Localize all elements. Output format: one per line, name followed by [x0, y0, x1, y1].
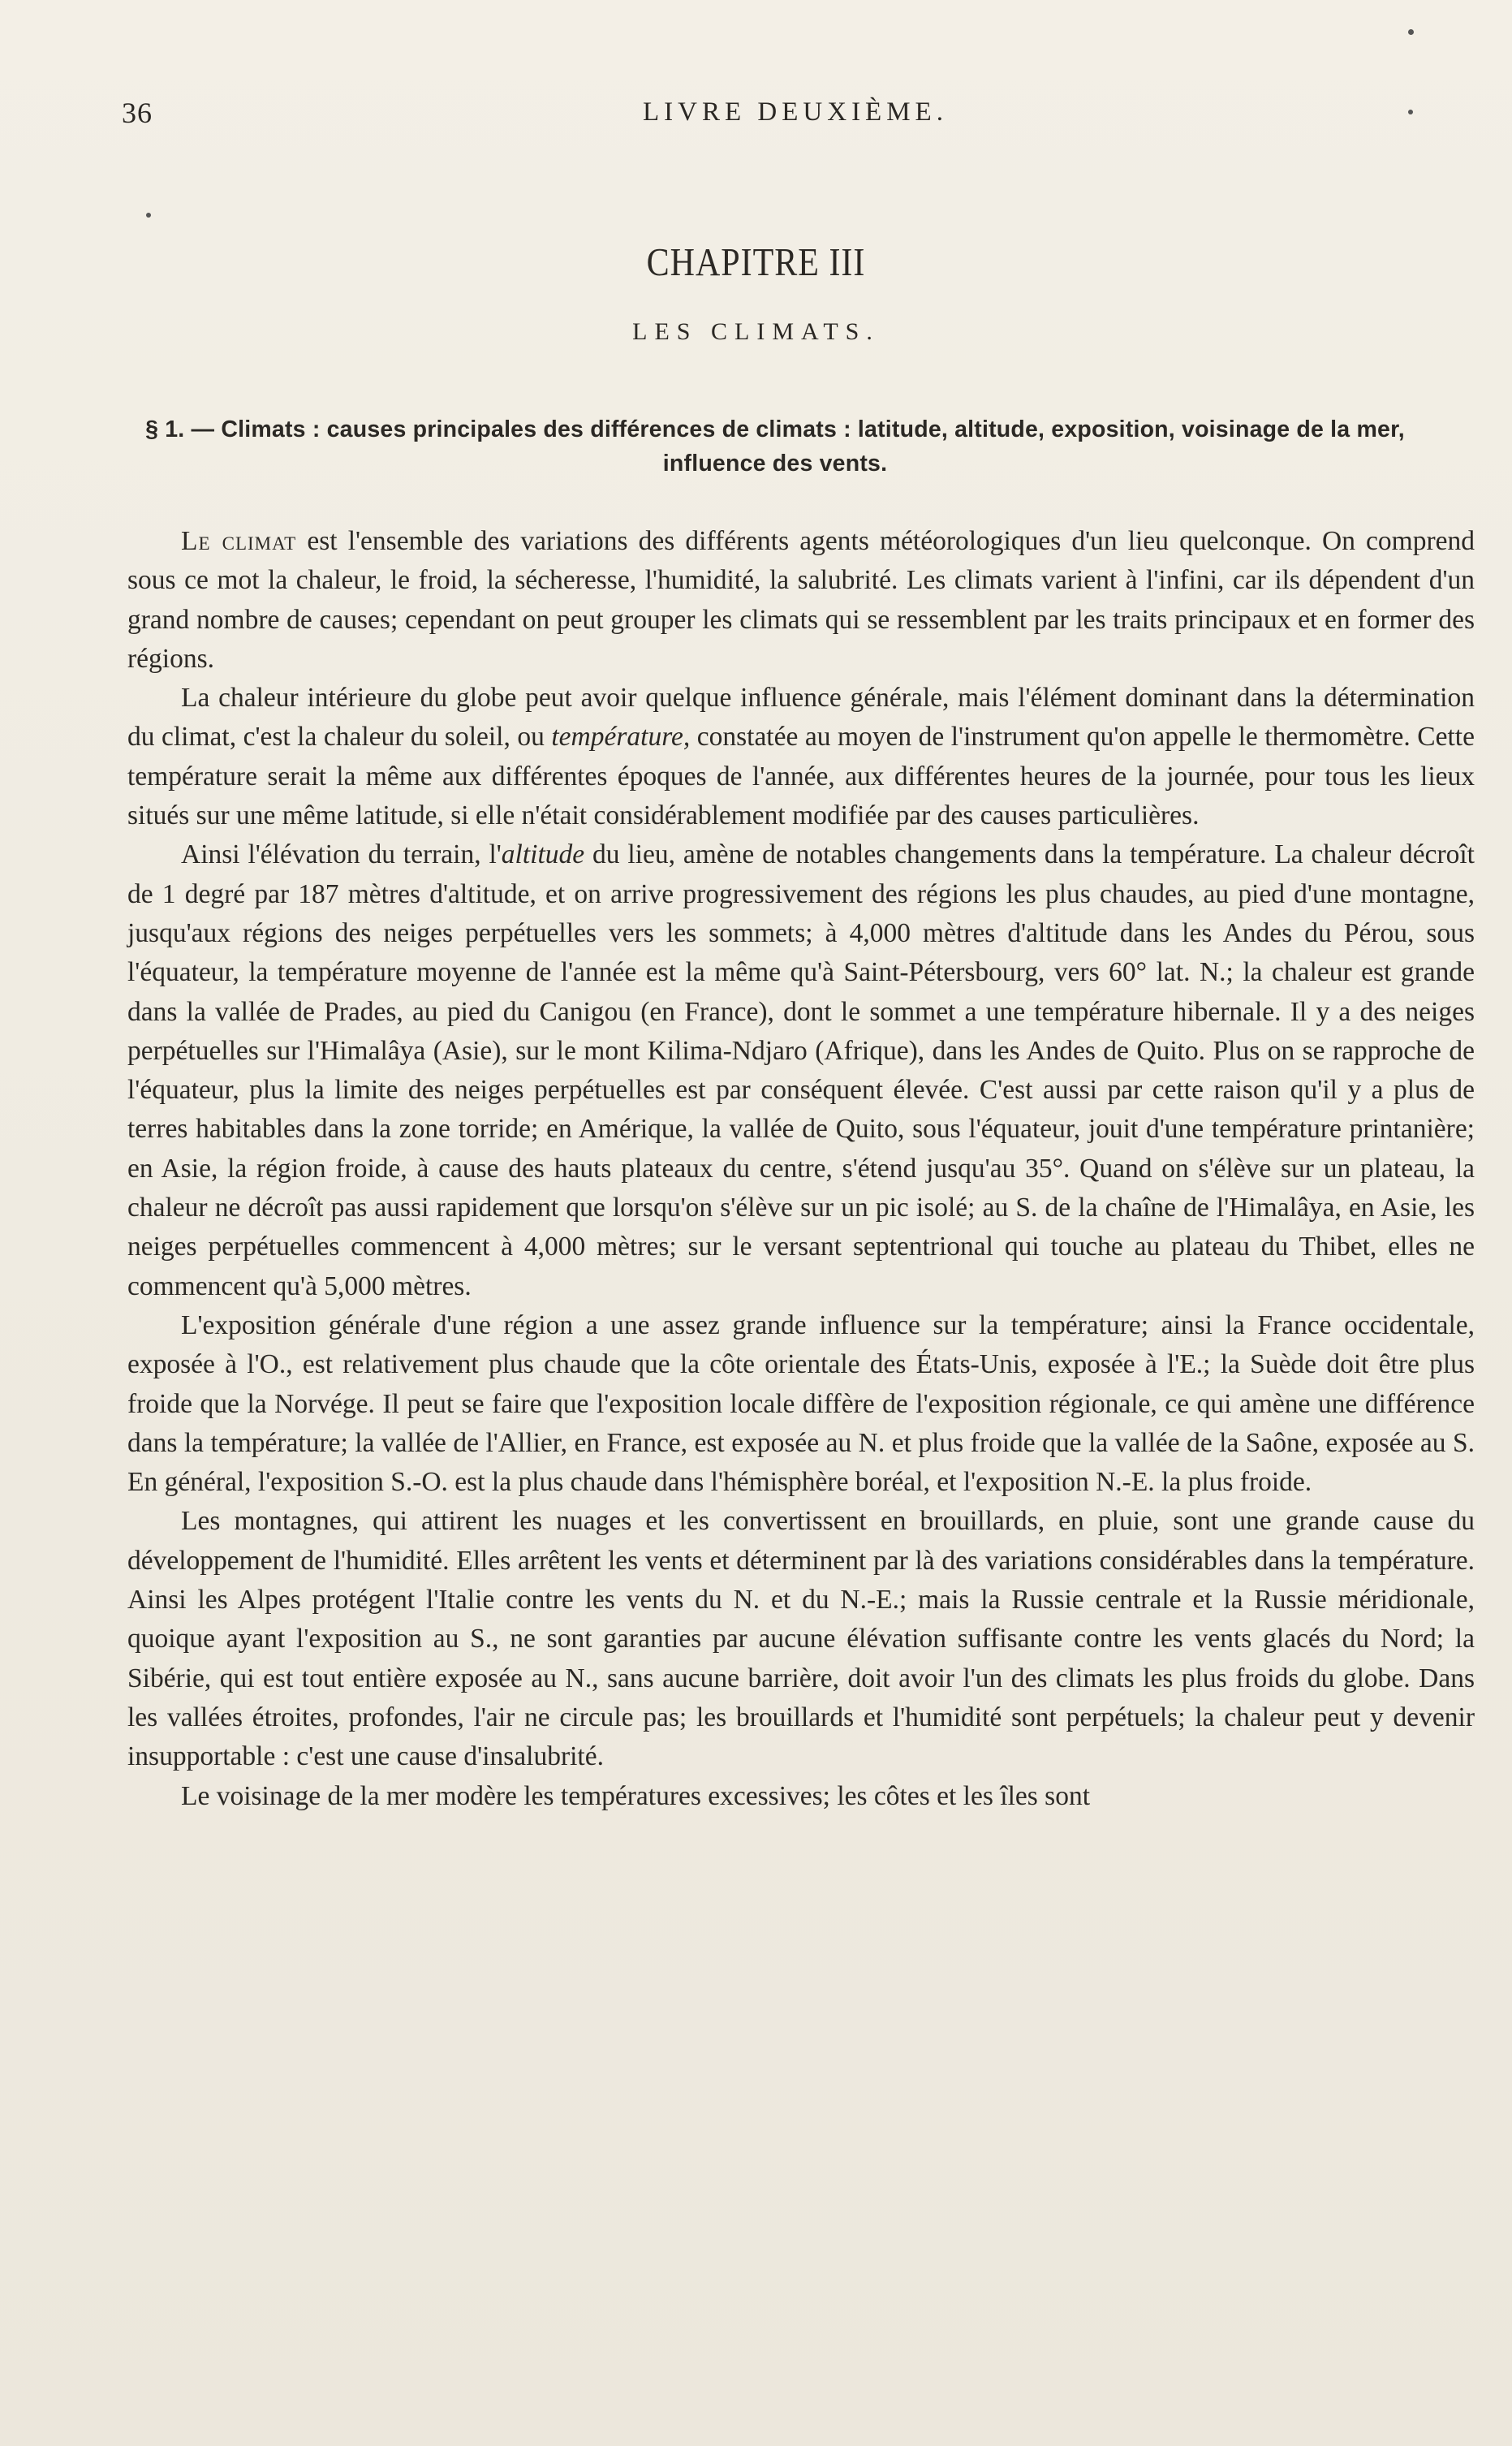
paragraph — [127, 835, 1475, 1306]
paragraph: Le voisinage de la mer modère les températures excessives; les côtes et les îles sont — [181, 1780, 1091, 1811]
paragraph-text: est l'ensemble des variations des différents agents météorologiques d'un lieu quelconque. On comprend sous ce mot la chaleur, le froid, la sécheresse, l'humidité, la salubrité. Les climats varient à l'infini, car ils dépendent d'un grand nombre de causes; cependant on peut grouper les climats qui se ressemblent par les traits principaux et en former des régions. — [127, 526, 1475, 674]
paragraph: L'exposition générale d'une région a une assez grande influence sur la température; ainsi la France occidentale, exposée à l'O., est relativement plus chaude que la côte orientale des États-Unis, exposée à l'E.; la Suède doit être plus froide que la Norvége. Il peut se faire que l'exposition locale diffère de l'exposition régionale, ce qui amène une différence dans la température; la vallée de l'Allier, en France, est exposée au N. et plus froide que la vallée de la Saône, exposée au S. En général, l'exposition S.-O. est la plus chaude dans l'hémisphère boréal, et l'exposition N.-E. la plus froide. — [127, 1309, 1475, 1498]
body-text — [127, 522, 1475, 1816]
chapter-subtitle: LES CLIMATS. — [632, 318, 880, 345]
paragraph — [127, 522, 1475, 679]
paragraph-text: Ainsi l'élévation du terrain, l' — [181, 839, 502, 870]
section-heading: § 1. — Climats : causes principales des différences de climats : latitude, altitude, exposition, voisinage de la mer, influence des vents. — [145, 416, 1405, 477]
emphasis-term: température, — [551, 722, 691, 753]
running-head: LIVRE DEUXIÈME. — [643, 97, 948, 127]
defined-term: Le climat — [181, 526, 297, 556]
ink-speck — [1408, 29, 1414, 35]
paragraph-text: du lieu, amène de notables changements dans la température. La chaleur décroît de 1 degré par 187 mètres d'altitude, et on arrive progressivement des régions les plus chaudes, au pied d'une montagne, jusqu'aux régions des neiges perpétuelles vers les sommets; à 4,000 mètres d'altitude dans les Andes du Pérou, sous l'équateur, la température moyenne de l'année est la même qu'à Saint-Pétersbourg, vers 60° lat. N.; la chaleur est grande dans la vallée de Prades, au pied du Canigou (en France), dont le sommet a une température hibernale. Il y a des neiges perpétuelles sur l'Himalâya (Asie), sur le mont Kilima-Ndjaro (Afrique), dans les Andes de Quito. Plus on se rapproche de l'équateur, plus la limite des neiges perpétuelles est par conséquent élevée. C'est aussi par cette raison qu'il y a plus de terres habitables dans la zone torride; en Amérique, la vallée de Quito, sous l'équateur, jouit d'une température printanière; en Asie, la région froide, à cause des hauts plateaux du centre, s'étend jusqu'au 35°. Quand on s'élève sur un plateau, la chaleur ne décroît pas aussi rapidement que lorsqu'on s'élève sur un pic isolé; au S. de la chaîne de l'Himalâya, en Asie, les neiges perpétuelles commencent à 4,000 mètres; sur le versant septentrional qui touche au plateau du Thibet, elles ne commencent qu'à 5,000 mètres. — [127, 839, 1475, 1301]
ink-speck — [146, 213, 151, 218]
paragraph — [127, 679, 1475, 835]
paragraph: Les montagnes, qui attirent les nuages et les convertissent en brouillards, en pluie, sont une grande cause du développement de l'humidité. Elles arrêtent les vents et déterminent par là des variations considérables dans la température. Ainsi les Alpes protégent l'Italie contre les vents du N. et du N.-E.; mais la Russie centrale et la Russie méridionale, quoique ayant l'exposition au S., ne sont garanties par aucune élévation suffisante contre les vents glacés du Nord; la Sibérie, qui est tout entière exposée au N., sans aucune barrière, doit avoir l'un des climats les plus froids du globe. Dans les vallées étroites, profondes, l'air ne circule pas; les brouillards et l'humidité sont perpétuels; la chaleur peut y devenir insupportable : c'est une cause d'insalubrité. — [127, 1506, 1475, 1772]
emphasis-term: altitude — [501, 839, 585, 870]
chapter-title: CHAPITRE III — [646, 241, 866, 285]
paragraph-text: constatée au moyen de l'instrument qu'on appelle le thermomètre. Cette température serait la même aux différentes époques de l'année, aux différentes heures de la journée, pour tous les lieux situés sur une même latitude, si elle n'était considérablement modifiée par des causes particulières. — [127, 722, 1475, 831]
page-header — [122, 96, 1469, 145]
page-number: 36 — [122, 97, 153, 129]
paragraph-text: La chaleur intérieure du globe peut avoir quelque influence générale, mais l'élément dominant dans la détermination du climat, c'est la chaleur du soleil, ou — [127, 683, 1475, 753]
